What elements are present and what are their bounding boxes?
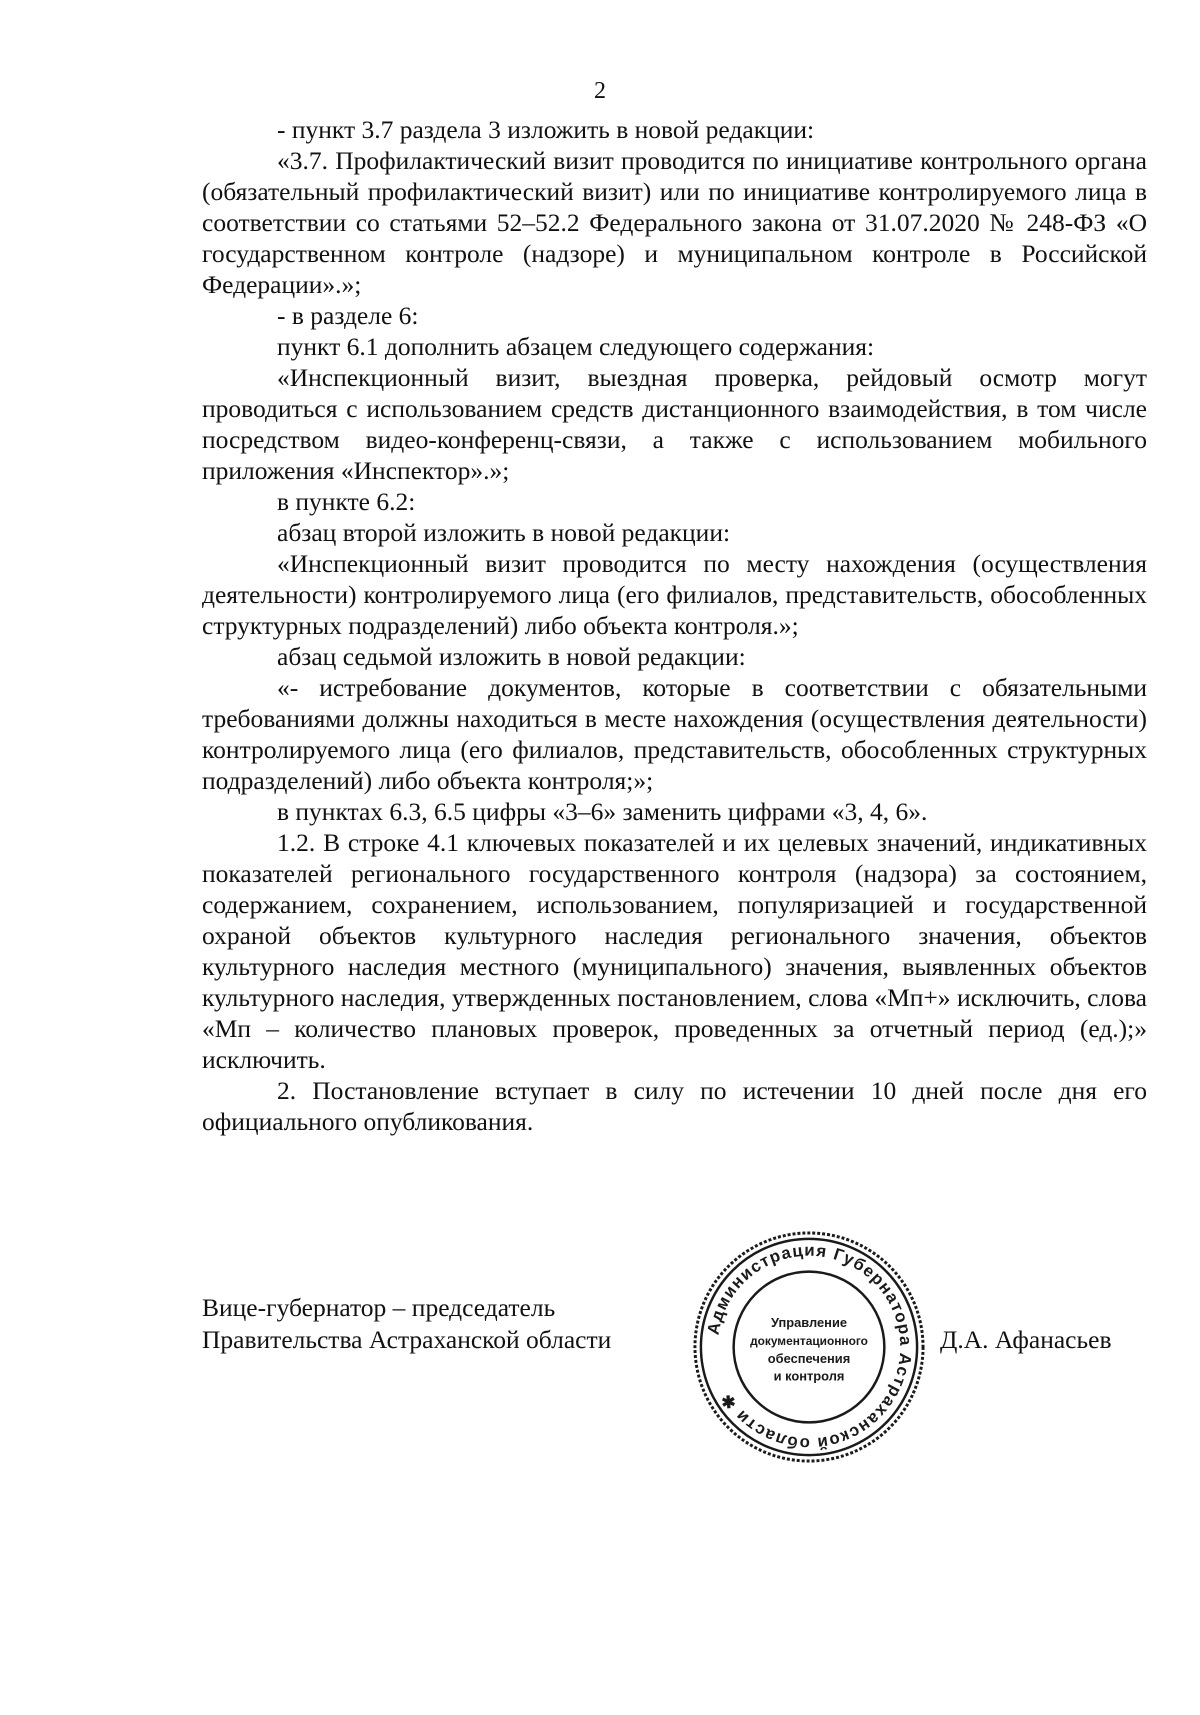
paragraph: «- истребование документов, которые в соответствии с обязательными требованиями должны находиться в месте нахождения (осуществления деятельности) контролируемого лица (его филиалов, представительств, обособленных структурных подразделений) либо объекта контроля;»; — [202, 673, 1147, 795]
seal-icon — [690, 1228, 928, 1466]
paragraph: «Инспекционный визит проводится по месту нахождения (осуществления деятельности) контролируемого лица (его филиалов, представительств, обособленных структурных подразделений) либо объекта контроля.»; — [202, 549, 1147, 640]
paragraph: абзац седьмой изложить в новой редакции: — [277, 642, 746, 671]
paragraph: «3.7. Профилактический визит проводится по инициативе контрольного органа (обязательный профилактический визит) или по инициативе контролируемого лица в соответствии со статьями 52–52.2 Федерального закона от 31.07.2020 № 248-ФЗ «О государственном контроле (надзоре) и муниципальном контроле в Российской Федерации».»; — [202, 146, 1147, 299]
paragraph: «Инспекционный визит, выездная проверка, рейдовый осмотр могут проводиться с использованием средств дистанционного взаимодействия, в том числе посредством видео-конференц-связи, а также с использованием мобильного приложения «Инспектор».»; — [202, 363, 1147, 485]
paragraph: в пункте 6.2: — [277, 487, 416, 516]
paragraph: в пунктах 6.3, 6.5 цифры «3–6» заменить цифрами «3, 4, 6». — [277, 797, 928, 826]
paragraph: - в разделе 6: — [277, 301, 419, 330]
signatory-title-line: Правительства Астраханской области — [202, 1325, 612, 1354]
signatory-name: Д.А. Афанасьев — [940, 1325, 1112, 1354]
seal-center-line: обеспечения — [767, 1350, 851, 1366]
seal-center-line: документационного — [750, 1334, 868, 1349]
paragraph: 1.2. В строке 4.1 ключевых показателей и их целевых значений, индикативных показателей регионального государственного контроля (надзора) за состоянием, содержанием, сохранением, использованием, популяризацией и государственной охраной объектов культурного наследия регионального значения, объектов культурного наследия местного (муниципального) значения, выявленных объектов культурного наследия, утвержденных постановлением, слова «Мп+» исключить, слова «Мп – количество плановых проверок, проведенных за отчетный период (ед.);» исключить. — [202, 828, 1147, 1074]
signatory-title — [202, 1292, 611, 1356]
seal-center-line: и контроля — [773, 1368, 845, 1384]
paragraph: абзац второй изложить в новой редакции: — [277, 518, 731, 547]
official-seal-stamp — [690, 1228, 928, 1466]
paragraph: 2. Постановление вступает в силу по истечении 10 дней после дня его официального опубликования. — [202, 1076, 1147, 1136]
document-body — [202, 114, 1147, 1137]
signatory-title-line: Вице-губернатор – председатель — [202, 1293, 556, 1322]
paragraph: пункт 6.1 дополнить абзацем следующего содержания: — [277, 332, 875, 361]
paragraph: - пункт 3.7 раздела 3 изложить в новой редакции: — [277, 115, 815, 144]
page-number: 2 — [594, 78, 606, 104]
seal-ring-text: Администрация Губернатора Астраханской области ✱ — [703, 1240, 916, 1454]
seal-center-line: Управление — [770, 1315, 848, 1331]
